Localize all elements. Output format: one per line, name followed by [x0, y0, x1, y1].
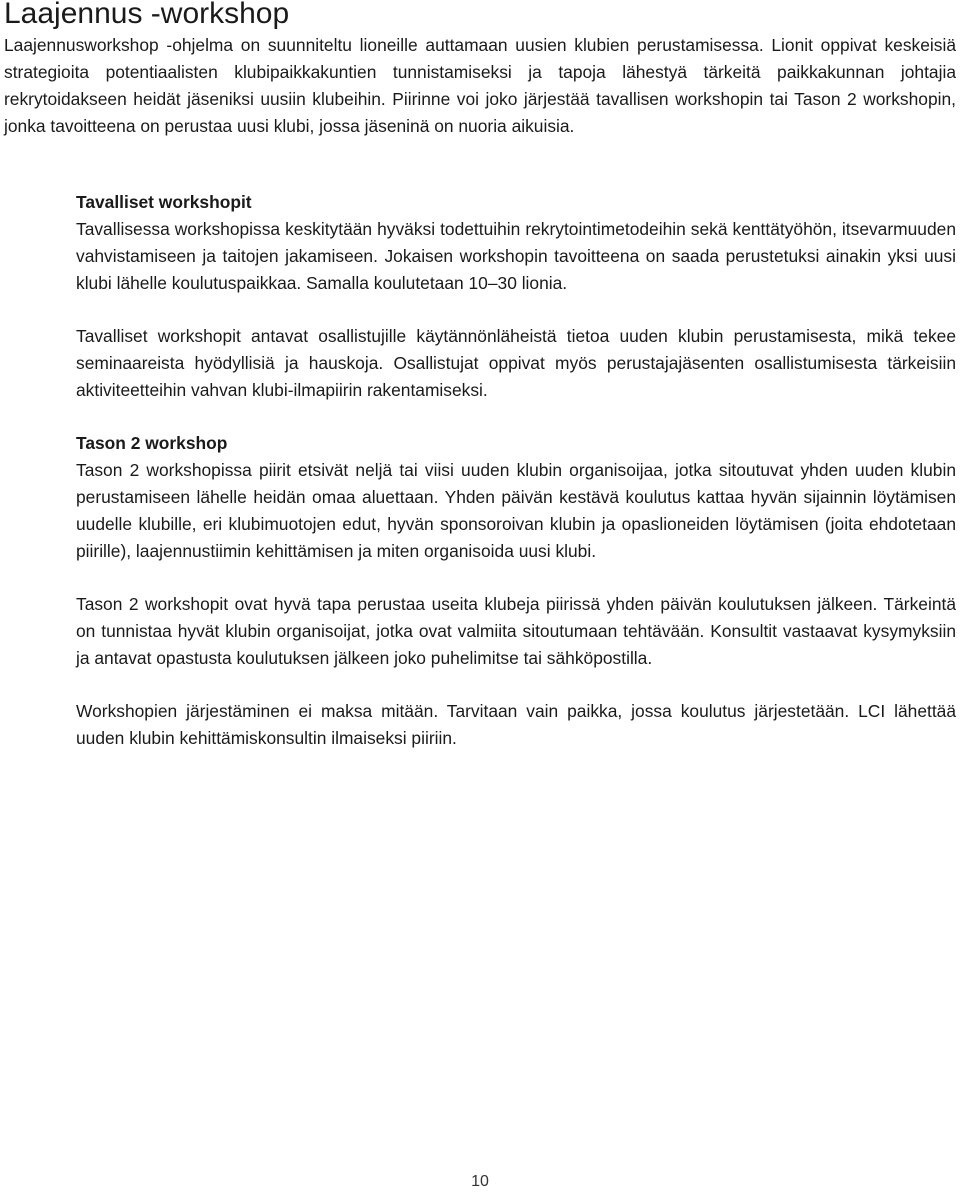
page-number: 10 [471, 1173, 489, 1190]
section-heading-tavalliset: Tavalliset workshopit [76, 192, 252, 212]
section-paragraph: Tavalliset workshopit antavat osallistujille käytännönläheistä tietoa uuden klubin perustamisesta, mikä tekee seminaareista hyödyllisiä ja hauskoja. Osallistujat oppivat myös perustajajäsenten osallistumisesta tärkeisiin aktiviteetteihin vahvan klubi-ilmapiirin rakentamiseksi. [76, 326, 956, 400]
body-column [76, 189, 956, 752]
paragraph-spacer [76, 297, 956, 323]
paragraph-spacer [76, 672, 956, 698]
paragraph-spacer [76, 565, 956, 591]
section-paragraph: Tason 2 workshopissa piirit etsivät neljä tai viisi uuden klubin organisoijaa, jotka sitoutuvat yhden uuden klubin perustamiseen lähelle heidän omaa aluettaan. Yhden päivän kestävä koulutus kattaa hyvän sijainnin löytämisen uudelle klubille, eri klubimuotojen edut, hyvän sponsoroivan klubin ja opaslioneiden löytämisen (joita ehdotetaan piirille), laajennustiimin kehittämisen ja miten organisoida uusi klubi. [76, 460, 956, 561]
page-title: Laajennus -workshop [4, 0, 290, 30]
section-paragraph: Tavallisessa workshopissa keskitytään hyväksi todettuihin rekrytointimetodeihin sekä kenttätyöhön, itsevarmuuden vahvistamiseen ja taitojen jakamiseen. Jokaisen workshopin tavoitteena on saada perustetuksi ainakin yksi uusi klubi lähelle koulutuspaikkaa. Samalla koulutetaan 10–30 lionia. [76, 219, 956, 293]
section-paragraph: Tason 2 workshopit ovat hyvä tapa perustaa useita klubeja piirissä yhden päivän koulutuksen jälkeen. Tärkeintä on tunnistaa hyvät klubin organisoijat, jotka ovat valmiita sitoutumaan tehtävään. Konsultit vastaavat kysymyksiin ja antavat opastusta koulutuksen jälkeen joko puhelimitse tai sähköpostilla. [76, 594, 956, 668]
intro-paragraph: Laajennusworkshop -ohjelma on suunniteltu lioneille auttamaan uusien klubien perustamisessa. Lionit oppivat keskeisiä strategioita potentiaalisten klubipaikkakuntien tunnistamiseksi ja tapoja lähestyä tärkeitä paikkakunnan johtajia rekrytoidakseen heidät jäseniksi uusiin klubeihin. Piirinne voi joko järjestää tavallisen workshopin tai Tason 2 workshopin, jonka tavoitteena on perustaa uusi klubi, jossa jäseninä on nuoria aikuisia. [4, 35, 956, 136]
paragraph-spacer [76, 404, 956, 430]
section-paragraph: Workshopien järjestäminen ei maksa mitään. Tarvitaan vain paikka, jossa koulutus järjestetään. LCI lähettää uuden klubin kehittämiskonsultin ilmaiseksi piiriin. [76, 701, 956, 748]
section-heading-tason-2: Tason 2 workshop [76, 433, 228, 453]
